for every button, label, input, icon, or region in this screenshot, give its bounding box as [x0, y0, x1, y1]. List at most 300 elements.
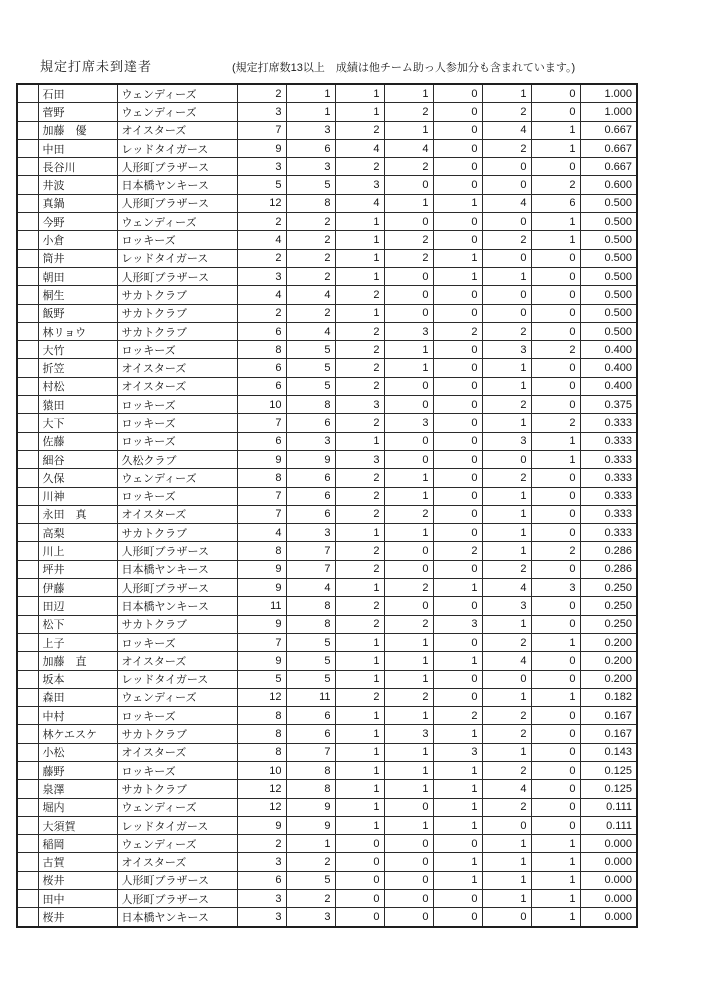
stat-cell: 3 [237, 103, 286, 121]
table-row [17, 816, 637, 834]
stat-cell: 2 [433, 322, 482, 340]
stat-cell: 1 [433, 194, 482, 212]
team-name-cell: ロッキーズ [117, 707, 237, 725]
batting-avg-cell: 0.600 [580, 176, 637, 194]
stat-cell: 0 [384, 542, 433, 560]
batting-avg-cell: 0.333 [580, 414, 637, 432]
row-lead-cell [17, 213, 38, 231]
table-row [17, 377, 637, 395]
stat-cell: 8 [237, 469, 286, 487]
team-name-cell: レッドタイガース [117, 816, 237, 834]
table-row [17, 286, 637, 304]
batting-avg-cell: 0.286 [580, 542, 637, 560]
player-name-cell: 折笠 [38, 359, 117, 377]
player-name-cell: 大須賀 [38, 816, 117, 834]
stat-cell: 3 [286, 432, 335, 450]
batting-avg-cell: 0.111 [580, 816, 637, 834]
stat-cell: 12 [237, 194, 286, 212]
stat-cell: 1 [384, 780, 433, 798]
row-lead-cell [17, 816, 38, 834]
stat-cell: 3 [433, 615, 482, 633]
stat-cell: 2 [237, 835, 286, 853]
batting-avg-cell: 0.500 [580, 194, 637, 212]
row-lead-cell [17, 688, 38, 706]
player-name-cell: 長谷川 [38, 158, 117, 176]
batting-avg-cell: 0.000 [580, 835, 637, 853]
table-row [17, 432, 637, 450]
row-lead-cell [17, 396, 38, 414]
stat-cell: 1 [482, 835, 531, 853]
stat-cell: 4 [237, 231, 286, 249]
stat-cell: 9 [286, 798, 335, 816]
stat-cell: 1 [335, 249, 384, 267]
team-name-cell: 人形町ブラザース [117, 158, 237, 176]
stat-cell: 3 [286, 524, 335, 542]
stat-cell: 0 [433, 505, 482, 523]
row-lead-cell [17, 84, 38, 103]
stat-cell: 0 [433, 560, 482, 578]
stat-cell: 1 [335, 670, 384, 688]
stat-cell: 9 [286, 816, 335, 834]
team-name-cell: サカトクラブ [117, 286, 237, 304]
player-name-cell: 稲岡 [38, 835, 117, 853]
team-name-cell: サカトクラブ [117, 780, 237, 798]
stat-cell: 2 [335, 322, 384, 340]
stat-cell: 0 [384, 377, 433, 395]
team-name-cell: ウェンディーズ [117, 688, 237, 706]
stat-cell: 8 [286, 761, 335, 779]
team-name-cell: 日本橋ヤンキース [117, 560, 237, 578]
team-name-cell: オイスターズ [117, 359, 237, 377]
stat-cell: 1 [335, 267, 384, 285]
stat-cell: 1 [335, 213, 384, 231]
stat-cell: 0 [433, 487, 482, 505]
player-name-cell: 大竹 [38, 341, 117, 359]
stat-cell: 6 [286, 505, 335, 523]
player-name-cell: 田辺 [38, 597, 117, 615]
stat-cell: 2 [482, 139, 531, 157]
player-name-cell: 加藤 優 [38, 121, 117, 139]
stat-cell: 2 [335, 286, 384, 304]
team-name-cell: 人形町ブラザース [117, 194, 237, 212]
stat-cell: 0 [433, 450, 482, 468]
stat-cell: 9 [237, 652, 286, 670]
table-row [17, 524, 637, 542]
stat-cell: 1 [482, 524, 531, 542]
player-name-cell: 上子 [38, 633, 117, 651]
table-row [17, 414, 637, 432]
stat-cell: 2 [335, 597, 384, 615]
stat-cell: 2 [286, 231, 335, 249]
stat-cell: 1 [531, 688, 580, 706]
stat-cell: 1 [531, 908, 580, 927]
stat-cell: 1 [335, 816, 384, 834]
team-name-cell: ロッキーズ [117, 432, 237, 450]
player-name-cell: 井波 [38, 176, 117, 194]
stat-cell: 4 [286, 322, 335, 340]
stat-cell: 0 [531, 158, 580, 176]
stat-cell: 1 [335, 432, 384, 450]
stat-cell: 1 [335, 707, 384, 725]
row-lead-cell [17, 743, 38, 761]
stat-cell: 0 [335, 871, 384, 889]
player-name-cell: 佐藤 [38, 432, 117, 450]
table-row [17, 341, 637, 359]
team-name-cell: ロッキーズ [117, 487, 237, 505]
row-lead-cell [17, 761, 38, 779]
stat-cell: 1 [433, 725, 482, 743]
stat-cell: 0 [433, 414, 482, 432]
table-row [17, 267, 637, 285]
team-name-cell: 日本橋ヤンキース [117, 908, 237, 927]
stat-cell: 8 [237, 743, 286, 761]
team-name-cell: オイスターズ [117, 853, 237, 871]
stat-cell: 0 [433, 359, 482, 377]
stat-cell: 1 [433, 871, 482, 889]
table-row [17, 158, 637, 176]
row-lead-cell [17, 579, 38, 597]
player-name-cell: 坪井 [38, 560, 117, 578]
stat-cell: 1 [384, 761, 433, 779]
team-name-cell: レッドタイガース [117, 139, 237, 157]
stat-cell: 5 [237, 670, 286, 688]
team-name-cell: ウェンディーズ [117, 798, 237, 816]
stat-cell: 0 [433, 341, 482, 359]
table-row [17, 579, 637, 597]
row-lead-cell [17, 359, 38, 377]
stat-cell: 1 [384, 524, 433, 542]
player-name-cell: 今野 [38, 213, 117, 231]
stat-cell: 6 [237, 322, 286, 340]
row-lead-cell [17, 304, 38, 322]
team-name-cell: ウェンディーズ [117, 84, 237, 103]
stat-cell: 2 [433, 707, 482, 725]
stat-cell: 0 [384, 597, 433, 615]
stat-cell: 1 [433, 652, 482, 670]
player-name-cell: 猿田 [38, 396, 117, 414]
table-row [17, 469, 637, 487]
batting-avg-cell: 0.500 [580, 213, 637, 231]
stat-cell: 6 [286, 139, 335, 157]
player-name-cell: 林ケエスケ [38, 725, 117, 743]
stat-cell: 2 [286, 304, 335, 322]
stat-cell: 0 [433, 469, 482, 487]
stat-cell: 1 [482, 377, 531, 395]
stat-cell: 0 [384, 908, 433, 927]
stat-cell: 0 [531, 816, 580, 834]
row-lead-cell [17, 853, 38, 871]
table-row [17, 615, 637, 633]
player-name-cell: 桐生 [38, 286, 117, 304]
batting-avg-cell: 0.000 [580, 871, 637, 889]
stat-cell: 0 [433, 633, 482, 651]
batting-avg-cell: 0.167 [580, 725, 637, 743]
stat-cell: 1 [335, 524, 384, 542]
stat-cell: 5 [286, 871, 335, 889]
batting-avg-cell: 0.667 [580, 158, 637, 176]
stat-cell: 0 [531, 615, 580, 633]
stat-cell: 1 [482, 414, 531, 432]
player-name-cell: 飯野 [38, 304, 117, 322]
stat-cell: 8 [286, 597, 335, 615]
batting-avg-cell: 0.375 [580, 396, 637, 414]
player-name-cell: 田中 [38, 890, 117, 908]
row-lead-cell [17, 267, 38, 285]
stat-cell: 1 [531, 633, 580, 651]
stat-cell: 1 [286, 103, 335, 121]
stat-cell: 1 [384, 743, 433, 761]
row-lead-cell [17, 194, 38, 212]
stat-cell: 0 [482, 176, 531, 194]
batting-avg-cell: 0.500 [580, 322, 637, 340]
stat-cell: 5 [286, 377, 335, 395]
stat-cell: 1 [384, 359, 433, 377]
stat-cell: 2 [237, 249, 286, 267]
table-row [17, 103, 637, 121]
table-row [17, 505, 637, 523]
stat-cell: 2 [335, 542, 384, 560]
stat-cell: 6 [237, 871, 286, 889]
stat-cell: 2 [237, 304, 286, 322]
stat-cell: 2 [384, 688, 433, 706]
stat-cell: 3 [237, 267, 286, 285]
batting-avg-cell: 0.125 [580, 761, 637, 779]
stat-cell: 1 [335, 743, 384, 761]
table-row [17, 725, 637, 743]
batting-avg-cell: 0.200 [580, 652, 637, 670]
stat-cell: 1 [531, 213, 580, 231]
row-lead-cell [17, 670, 38, 688]
stat-cell: 2 [482, 633, 531, 651]
stat-cell: 11 [237, 597, 286, 615]
stat-cell: 1 [433, 267, 482, 285]
batting-avg-cell: 0.500 [580, 304, 637, 322]
stat-cell: 0 [482, 286, 531, 304]
stat-cell: 3 [286, 158, 335, 176]
batting-avg-cell: 0.250 [580, 615, 637, 633]
table-row [17, 542, 637, 560]
team-name-cell: オイスターズ [117, 652, 237, 670]
table-row [17, 121, 637, 139]
batting-avg-cell: 0.200 [580, 633, 637, 651]
batting-avg-cell: 0.400 [580, 359, 637, 377]
table-row [17, 231, 637, 249]
table-row [17, 798, 637, 816]
row-lead-cell [17, 414, 38, 432]
row-lead-cell [17, 780, 38, 798]
team-name-cell: ロッキーズ [117, 341, 237, 359]
stat-cell: 9 [286, 450, 335, 468]
stat-cell: 0 [384, 560, 433, 578]
stat-cell: 0 [384, 871, 433, 889]
stat-cell: 0 [384, 176, 433, 194]
stat-cell: 7 [237, 121, 286, 139]
stat-cell: 2 [482, 322, 531, 340]
stat-cell: 0 [531, 304, 580, 322]
stat-cell: 4 [237, 524, 286, 542]
row-lead-cell [17, 871, 38, 889]
stat-cell: 0 [531, 359, 580, 377]
stat-cell: 0 [384, 853, 433, 871]
stat-cell: 0 [384, 890, 433, 908]
team-name-cell: ロッキーズ [117, 414, 237, 432]
team-name-cell: 人形町ブラザース [117, 579, 237, 597]
stat-cell: 2 [335, 560, 384, 578]
stat-cell: 2 [531, 542, 580, 560]
stat-cell: 3 [237, 908, 286, 927]
stat-cell: 6 [286, 414, 335, 432]
team-name-cell: ウェンディーズ [117, 835, 237, 853]
stat-cell: 0 [384, 835, 433, 853]
stat-cell: 1 [482, 505, 531, 523]
stat-cell: 3 [335, 176, 384, 194]
player-name-cell: 久保 [38, 469, 117, 487]
stat-cell: 0 [335, 890, 384, 908]
page-title: 規定打席未到達者 [40, 59, 153, 74]
stat-cell: 3 [335, 450, 384, 468]
stat-cell: 8 [286, 194, 335, 212]
batting-avg-cell: 0.333 [580, 505, 637, 523]
table-row [17, 652, 637, 670]
stat-cell: 1 [335, 761, 384, 779]
stat-cell: 7 [237, 505, 286, 523]
stat-cell: 1 [335, 633, 384, 651]
stat-cell: 1 [531, 871, 580, 889]
stat-cell: 3 [384, 414, 433, 432]
table-row [17, 396, 637, 414]
stat-cell: 1 [335, 304, 384, 322]
stat-cell: 0 [335, 908, 384, 927]
player-name-cell: 坂本 [38, 670, 117, 688]
table-row [17, 359, 637, 377]
stat-cell: 1 [433, 761, 482, 779]
batting-avg-cell: 0.400 [580, 341, 637, 359]
table-row [17, 780, 637, 798]
stat-cell: 2 [531, 176, 580, 194]
stat-cell: 1 [433, 249, 482, 267]
stat-cell: 7 [237, 633, 286, 651]
row-lead-cell [17, 432, 38, 450]
stat-cell: 1 [531, 231, 580, 249]
stat-cell: 1 [286, 835, 335, 853]
stat-cell: 1 [482, 359, 531, 377]
stat-cell: 1 [384, 670, 433, 688]
stat-cell: 2 [482, 560, 531, 578]
team-name-cell: ロッキーズ [117, 761, 237, 779]
batting-avg-cell: 0.333 [580, 450, 637, 468]
stat-cell: 8 [237, 725, 286, 743]
stat-cell: 3 [531, 579, 580, 597]
stat-cell: 2 [482, 725, 531, 743]
player-name-cell: 林リョウ [38, 322, 117, 340]
stat-cell: 6 [286, 707, 335, 725]
player-name-cell: 泉澤 [38, 780, 117, 798]
team-name-cell: レッドタイガース [117, 670, 237, 688]
stat-cell: 5 [286, 652, 335, 670]
stat-cell: 6 [286, 469, 335, 487]
stat-cell: 10 [237, 396, 286, 414]
stat-cell: 8 [237, 341, 286, 359]
table-row [17, 761, 637, 779]
stat-cell: 2 [384, 103, 433, 121]
batting-avg-cell: 0.500 [580, 286, 637, 304]
stat-cell: 2 [286, 249, 335, 267]
stat-cell: 4 [482, 121, 531, 139]
stat-cell: 1 [482, 487, 531, 505]
stat-cell: 12 [237, 798, 286, 816]
row-lead-cell [17, 176, 38, 194]
stat-cell: 4 [384, 139, 433, 157]
batting-avg-cell: 0.167 [580, 707, 637, 725]
stat-cell: 1 [482, 542, 531, 560]
batting-avg-cell: 0.000 [580, 890, 637, 908]
batting-avg-cell: 1.000 [580, 84, 637, 103]
stat-cell: 1 [384, 633, 433, 651]
stat-cell: 1 [482, 853, 531, 871]
stat-cell: 0 [482, 213, 531, 231]
stat-cell: 6 [237, 377, 286, 395]
row-lead-cell [17, 377, 38, 395]
stat-cell: 10 [237, 761, 286, 779]
stat-cell: 2 [335, 121, 384, 139]
stat-cell: 3 [286, 908, 335, 927]
stat-cell: 0 [482, 670, 531, 688]
batting-avg-cell: 0.500 [580, 231, 637, 249]
stat-cell: 3 [433, 743, 482, 761]
stat-cell: 9 [237, 560, 286, 578]
stat-cell: 5 [286, 176, 335, 194]
stat-cell: 0 [531, 707, 580, 725]
stat-cell: 3 [482, 432, 531, 450]
stat-cell: 0 [433, 103, 482, 121]
batting-avg-cell: 0.000 [580, 853, 637, 871]
stat-cell: 0 [531, 84, 580, 103]
table-row [17, 743, 637, 761]
stat-cell: 0 [433, 139, 482, 157]
stat-cell: 2 [335, 359, 384, 377]
team-name-cell: オイスターズ [117, 505, 237, 523]
stat-cell: 0 [531, 597, 580, 615]
stat-cell: 1 [384, 341, 433, 359]
player-name-cell: 石田 [38, 84, 117, 103]
stat-cell: 0 [531, 761, 580, 779]
player-name-cell: 古賀 [38, 853, 117, 871]
stat-cell: 3 [335, 396, 384, 414]
stat-cell: 2 [384, 505, 433, 523]
batting-avg-cell: 0.182 [580, 688, 637, 706]
stat-cell: 7 [286, 743, 335, 761]
row-lead-cell [17, 139, 38, 157]
stat-cell: 0 [531, 103, 580, 121]
stat-cell: 2 [335, 469, 384, 487]
stat-cell: 1 [482, 84, 531, 103]
stat-cell: 1 [482, 871, 531, 889]
table-row [17, 450, 637, 468]
team-name-cell: ロッキーズ [117, 231, 237, 249]
stat-cell: 1 [384, 816, 433, 834]
team-name-cell: サカトクラブ [117, 615, 237, 633]
team-name-cell: サカトクラブ [117, 322, 237, 340]
batting-avg-cell: 0.667 [580, 121, 637, 139]
stats-table [16, 83, 638, 928]
stat-cell: 1 [482, 743, 531, 761]
stat-cell: 5 [286, 633, 335, 651]
stat-cell: 2 [531, 414, 580, 432]
stat-cell: 5 [286, 341, 335, 359]
stat-cell: 0 [531, 267, 580, 285]
row-lead-cell [17, 450, 38, 468]
player-name-cell: 筒井 [38, 249, 117, 267]
